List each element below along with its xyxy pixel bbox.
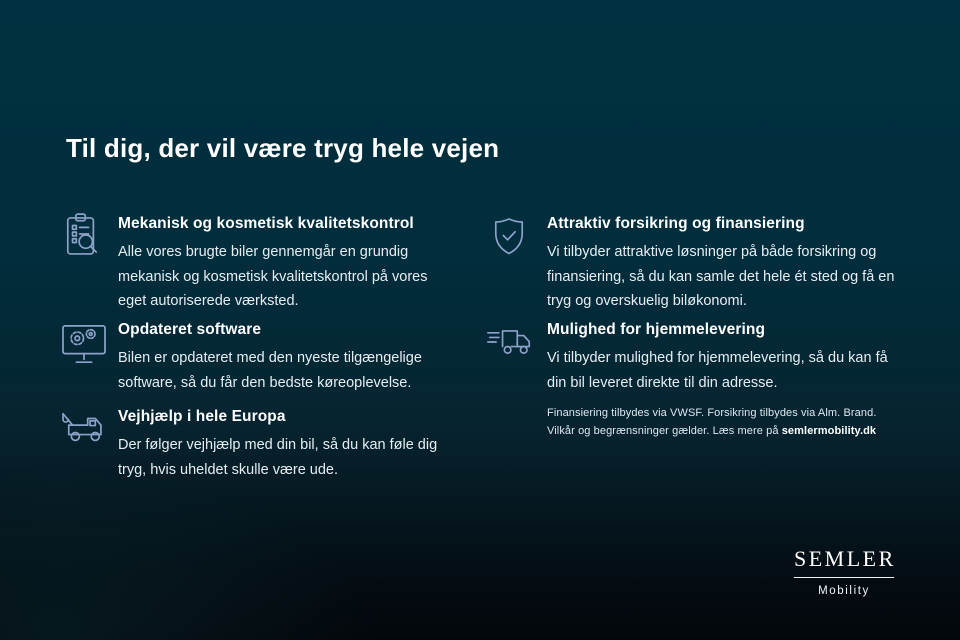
logo-divider — [794, 577, 894, 578]
fine-print-line2: Vilkår og begrænsninger gælder. Læs mere på semlermobility.dk — [547, 425, 877, 437]
feature-title: Mekanisk og kosmetisk kvalitetskontrol — [118, 215, 414, 232]
logo-wordmark: SEMLER — [794, 546, 896, 571]
fine-print — [547, 404, 877, 440]
feature-title: Mulighed for hjemmelevering — [547, 321, 766, 338]
feature-body: Der følger vejhjælp med din bil, så du kan føle dig tryg, hvis uheldet skulle være ude. — [118, 437, 438, 478]
fine-print-line1: Finansiering tilbydes via VWSF. Forsikring tilbydes via Alm. Brand. — [547, 407, 877, 419]
insurance-icon — [492, 216, 526, 256]
semler-mobility-logo — [794, 546, 894, 597]
quality-check-icon — [64, 212, 100, 257]
feature-title: Vejhjælp i hele Europa — [118, 408, 286, 425]
feature-body: Bilen er opdateret med den nyeste tilgængelige software, så du får den bedste køreoplevelse. — [118, 350, 422, 391]
page-title: Til dig, der vil være tryg hele vejen — [66, 133, 500, 164]
delivery-icon — [486, 327, 532, 357]
feature-body: Vi tilbyder attraktive løsninger på både forsikring og finansiering, så du kan samle det hele ét sted og få en tryg og overskuelig biløkonomi. — [547, 244, 895, 309]
feature-title: Attraktiv forsikring og finansiering — [547, 215, 805, 232]
feature-title: Opdateret software — [118, 321, 262, 338]
fine-print-website: semlermobility.dk — [781, 425, 877, 437]
logo-subtitle: Mobility — [818, 585, 870, 597]
feature-body: Alle vores brugte biler gennemgår en grundig mekanisk og kosmetisk kvalitetskontrol på vores eget autoriserede værksted. — [118, 244, 428, 309]
software-icon — [61, 324, 107, 366]
roadside-assistance-icon — [57, 409, 107, 445]
feature-body: Vi tilbyder mulighed for hjemmelevering, så du kan få din bil leveret direkte til din adresse. — [547, 350, 888, 391]
